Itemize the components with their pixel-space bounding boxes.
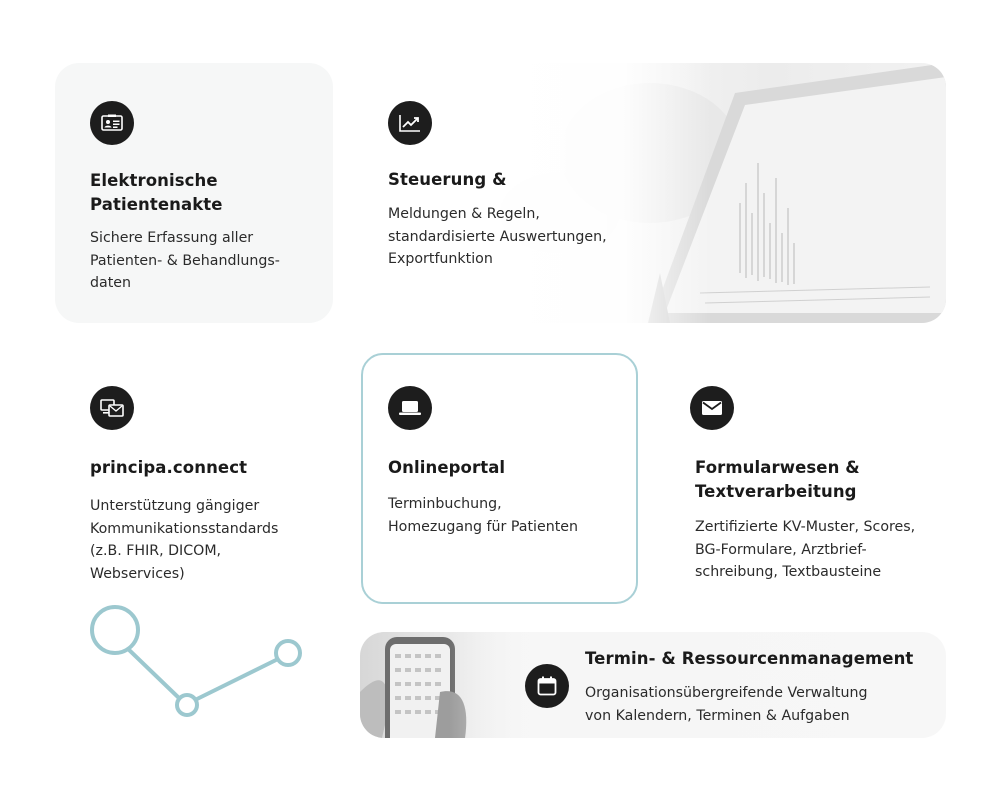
card-title: Elektronische Patientenakte: [90, 171, 223, 214]
id-card-icon: [90, 101, 134, 145]
card-online-portal[interactable]: [361, 353, 638, 604]
card-description: Unterstützung gängiger Kommunikationsstandards (z.B. FHIR, DICOM, Webservices): [90, 498, 279, 582]
card-title: Termin- & Ressourcenmanagement: [585, 649, 914, 668]
laptop-icon: [388, 386, 432, 430]
connect-devices-icon: [90, 386, 134, 430]
envelope-icon: [690, 386, 734, 430]
card-appointment-resource-management[interactable]: [360, 632, 946, 738]
card-title: principa.connect: [90, 458, 248, 477]
card-title: Onlineportal: [388, 458, 506, 477]
trend-chart-icon: [388, 101, 432, 145]
card-reporting-control[interactable]: [360, 63, 946, 323]
network-graph-decoration: [80, 595, 320, 725]
card-description: Zertifizierte KV-Muster, Scores, BG-Formulare, Arztbrief- schreibung, Textbausteine: [695, 519, 916, 580]
card-title: Steuerung &: [388, 170, 507, 189]
card-electronic-patient-record[interactable]: [55, 63, 333, 323]
card-description: Terminbuchung, Homezugang für Patienten: [388, 496, 578, 535]
calendar-icon: [525, 664, 569, 708]
card-description: Sichere Erfassung aller Patienten- & Behandlungs- daten: [90, 230, 280, 291]
card-forms-text-processing[interactable]: [663, 353, 963, 603]
card-description: Meldungen & Regeln, standardisierte Auswertungen, Exportfunktion: [388, 206, 607, 267]
monitor-background-image: [360, 63, 946, 323]
card-principa-connect[interactable]: [55, 353, 335, 603]
card-description: Organisationsübergreifende Verwaltung von Kalendern, Terminen & Aufgaben: [585, 685, 868, 724]
card-title: Formularwesen & Textverarbeitung: [695, 458, 860, 501]
